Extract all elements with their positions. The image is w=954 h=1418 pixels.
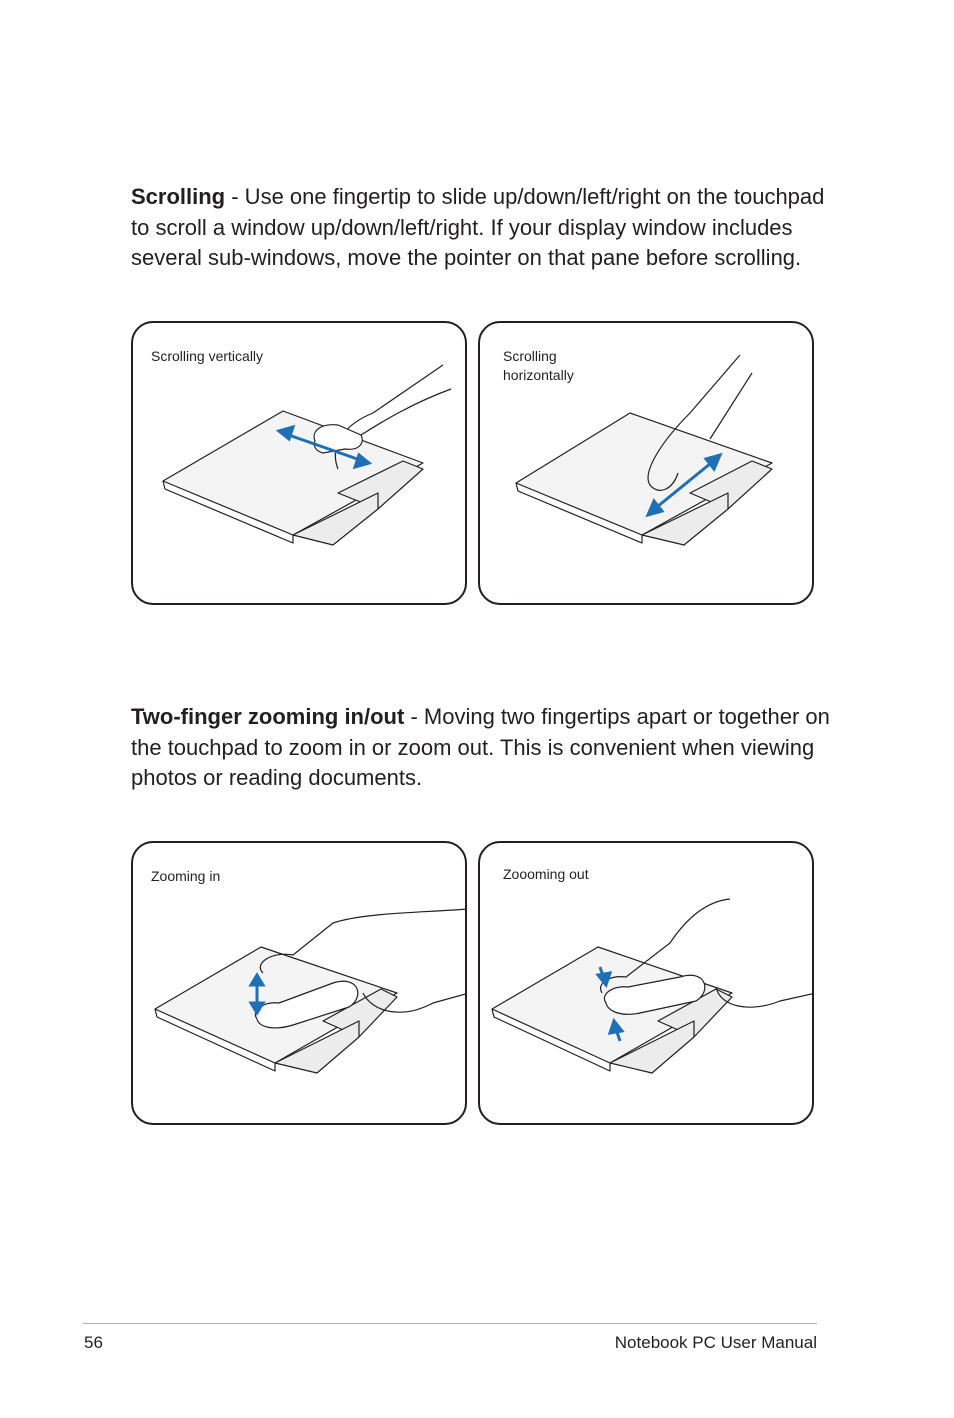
panel-label: Scrolling horizontally <box>503 348 574 383</box>
scrolling-description: - Use one fingertip to slide up/down/left/right on the touchpad to scroll a window up/down/left/right. If your display window includes several sub-windows, move the pointer on that pane before scrolling. <box>131 184 825 270</box>
footer-rule <box>83 1323 817 1324</box>
manual-title: Notebook PC User Manual <box>614 1333 817 1352</box>
illustration-scrolling-vertically <box>131 321 467 605</box>
zooming-paragraph <box>131 702 831 794</box>
panel-label: Zoooming out <box>503 866 589 882</box>
zooming-heading: Two-finger zooming in/out <box>131 704 405 729</box>
illustration-zooming-in <box>131 841 467 1125</box>
panel-label: Scrolling vertically <box>151 348 264 364</box>
zooming-description: - Moving two fingertips apart or together on the touchpad to zoom in or zoom out. This is convenient when viewing photos or reading documents. <box>131 704 830 790</box>
scrolling-paragraph <box>131 182 831 274</box>
touchpad-two-finger-icon <box>133 843 467 1125</box>
illustration-zooming-out <box>478 841 814 1125</box>
page-number: 56 <box>84 1333 103 1352</box>
scrolling-heading: Scrolling <box>131 184 226 209</box>
touchpad-one-finger-icon <box>133 323 467 605</box>
touchpad-one-finger-icon <box>480 323 814 605</box>
touchpad-two-finger-icon <box>480 843 814 1125</box>
panel-label: Zooming in <box>151 868 221 884</box>
illustration-scrolling-horizontally <box>478 321 814 605</box>
